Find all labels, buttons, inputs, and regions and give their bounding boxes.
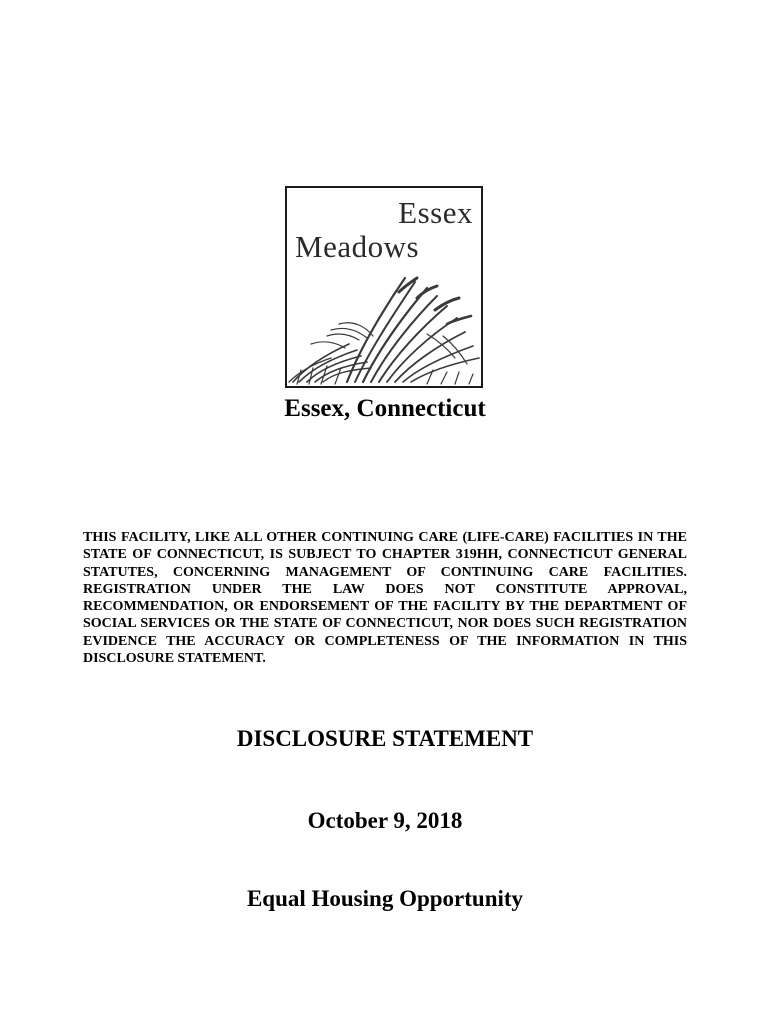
document-title: DISCLOSURE STATEMENT xyxy=(236,726,534,751)
logo xyxy=(285,186,483,388)
logo-text-line-2: Meadows xyxy=(295,229,420,264)
grass-illustration-icon xyxy=(287,274,481,386)
logo-text-line-1: Essex xyxy=(398,195,473,230)
document-date: October 9, 2018 xyxy=(307,808,463,833)
regulatory-disclaimer: THIS FACILITY, LIKE ALL OTHER CONTINUING CARE (LIFE-CARE) FACILITIES IN THE STATE OF CONNECTICUT, IS SUBJECT TO CHAPTER 319HH, CONNECTICUT GENERAL STATUTES, CONCERNING MANAGEMENT OF CONTINUING CARE FACILITIES. REGISTRATION UNDER THE LAW DOES NOT CONSTITUTE APPROVAL, RECOMMENDATION, OR ENDORSEMENT OF THE FACILITY BY THE DEPARTMENT OF SOCIAL SERVICES OR THE STATE OF CONNECTICUT, NOR DOES SUCH REGISTRATION EVIDENCE THE ACCURACY OR COMPLETENESS OF THE INFORMATION IN THIS DISCLOSURE STATEMENT. xyxy=(83,530,687,667)
equal-housing-statement: Equal Housing Opportunity xyxy=(246,886,524,911)
location-heading: Essex, Connecticut xyxy=(284,395,486,422)
